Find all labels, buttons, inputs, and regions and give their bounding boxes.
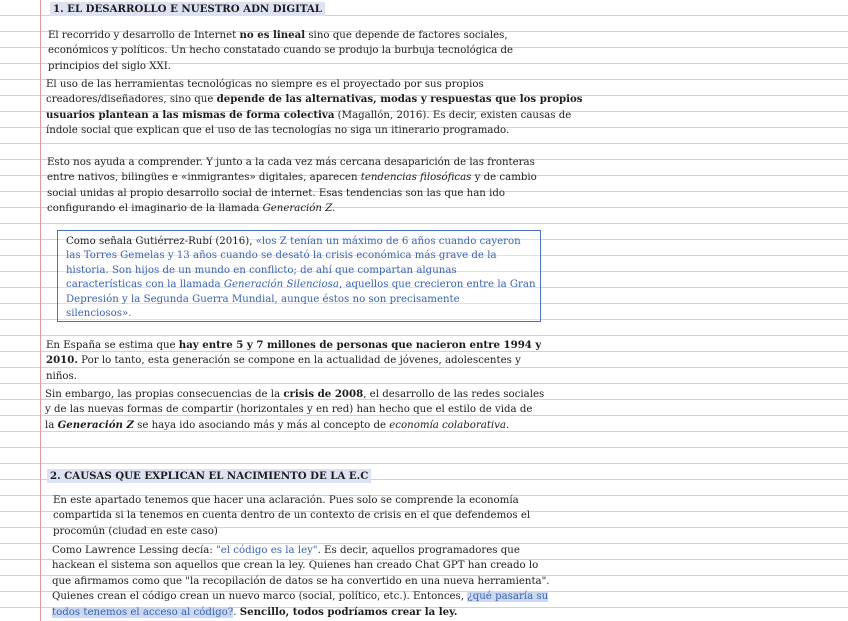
paragraph-5	[45, 387, 544, 433]
paragraph-5-line-2: y de las nuevas formas de compartir (horizontales y en red) han hecho que el estilo de vida de	[45, 404, 533, 416]
paragraph-3	[47, 155, 537, 217]
paragraph-7-line-5: todos tenemos el acceso al código?. Sencillo, todos podríamos crear la ley.	[52, 605, 458, 618]
section-2-heading: 2. CAUSAS QUE EXPLICAN EL NACIMIENTO DE LA E.C	[47, 469, 371, 483]
paragraph-1	[48, 28, 513, 74]
paragraph-1-line-2: económicos y políticos. Un hecho constatado cuando se produjo la burbuja tecnológica de	[48, 45, 514, 57]
paragraph-6-line-2: compartida si la tenemos en cuenta dentro de un contexto de crisis en el que defendemos el	[53, 510, 531, 522]
paragraph-5-line-1: Sin embargo, las propias consecuencias de la crisis de 2008, el desarrollo de las redes sociales	[45, 388, 545, 400]
paragraph-2	[46, 77, 583, 139]
paragraph-4-line-2: 2010. Por lo tanto, esta generación se compone en la actualidad de jóvenes, adolescentes y	[46, 354, 521, 367]
paragraph-7-line-3: que afirmamos como que "la recopilación de datos se ha convertido en una nueva herramienta".	[52, 575, 550, 587]
paragraph-6-line-3: procomún (ciudad en este caso)	[53, 525, 218, 537]
quote-line-2: las Torres Gemelas y 13 años cuando se desató la crisis económica más grave de la	[66, 250, 497, 262]
paragraph-2-line-2: creadores/diseñadores, sino que depende de las alternativas, modas y respuestas que los propios	[46, 93, 583, 106]
paragraph-3-line-4: configurando el imaginario de la llamada Generación Z.	[47, 203, 336, 215]
paragraph-1-line-1: El recorrido y desarrollo de Internet no es lineal sino que depende de factores sociales,	[48, 29, 508, 41]
paragraph-3-line-1: Esto nos ayuda a comprender. Y junto a la cada vez más cercana desaparición de las fronteras	[47, 157, 535, 168]
notebook-margin-line	[40, 0, 41, 621]
quote-text	[66, 235, 540, 321]
quote-line-4: características con la llamada Generación Silenciosa, aquellos que crecieron entre la Gran	[66, 279, 536, 291]
paragraph-2-line-3: usuarios plantean a las mismas de forma colectiva (Magallón, 2016). Es decir, existen causas de	[46, 108, 572, 121]
paragraph-3-line-3: social unidas al propio desarrollo social de internet. Esas tendencias son las que han ido	[47, 187, 506, 199]
paragraph-7-line-2: hackean el sistema son aquellos que crean la ley. Quienes han creado Chat GPT han creado lo	[52, 560, 539, 572]
paragraph-2-line-4: índole social que explican que el uso de las tecnologías no siga un itinerario programado.	[46, 125, 510, 137]
quote-line-3: historia. Son hijos de un mundo en conflicto; de ahí que compartan algunas	[66, 264, 457, 276]
section-1-heading: 1. EL DESARROLLO E NUESTRO ADN DIGITAL	[50, 2, 325, 16]
quote-line-5: Depresión y la Segunda Guerra Mundial, aunque éstos no son precisamente	[66, 293, 460, 305]
paragraph-1-line-3: principios del siglo XXI.	[48, 60, 172, 72]
paragraph-4-line-1: En España se estima que hay entre 5 y 7 millones de personas que nacieron entre 1994 y	[46, 339, 542, 351]
paragraph-4	[46, 338, 541, 384]
paragraph-7	[52, 543, 550, 620]
paragraph-5-line-3: la Generación Z se haya ido asociando más y más al concepto de economía colaborativa.	[45, 418, 510, 431]
paragraph-6-line-1: En este apartado tenemos que hacer una aclaración. Pues solo se comprende la economía	[53, 495, 519, 506]
paragraph-3-line-2: entre nativos, bilingües e «inmigrantes» digitales, aparecen tendencias filosóficas y de cambio	[47, 172, 537, 184]
paragraph-6	[53, 493, 530, 539]
paragraph-2-line-1: El uso de las herramientas tecnológicas no siempre es el proyectado por sus propios	[46, 79, 484, 90]
quote-line-6: silenciosos».	[66, 308, 132, 320]
paragraph-7-line-4: Quienes crean el código crean un nuevo marco (social, político, etc.). Entonces, ¿qué pasaría su	[52, 591, 549, 603]
quote-box	[57, 230, 541, 322]
paragraph-4-line-3: niños.	[46, 370, 77, 382]
quote-line-1: Como señala Gutiérrez-Rubí (2016), «los Z tenían un máximo de 6 años cuando cayeron	[66, 236, 521, 247]
paragraph-7-line-1: Como Lawrence Lessing decía: "el código es la ley". Es decir, aquellos programadores que	[52, 545, 520, 556]
